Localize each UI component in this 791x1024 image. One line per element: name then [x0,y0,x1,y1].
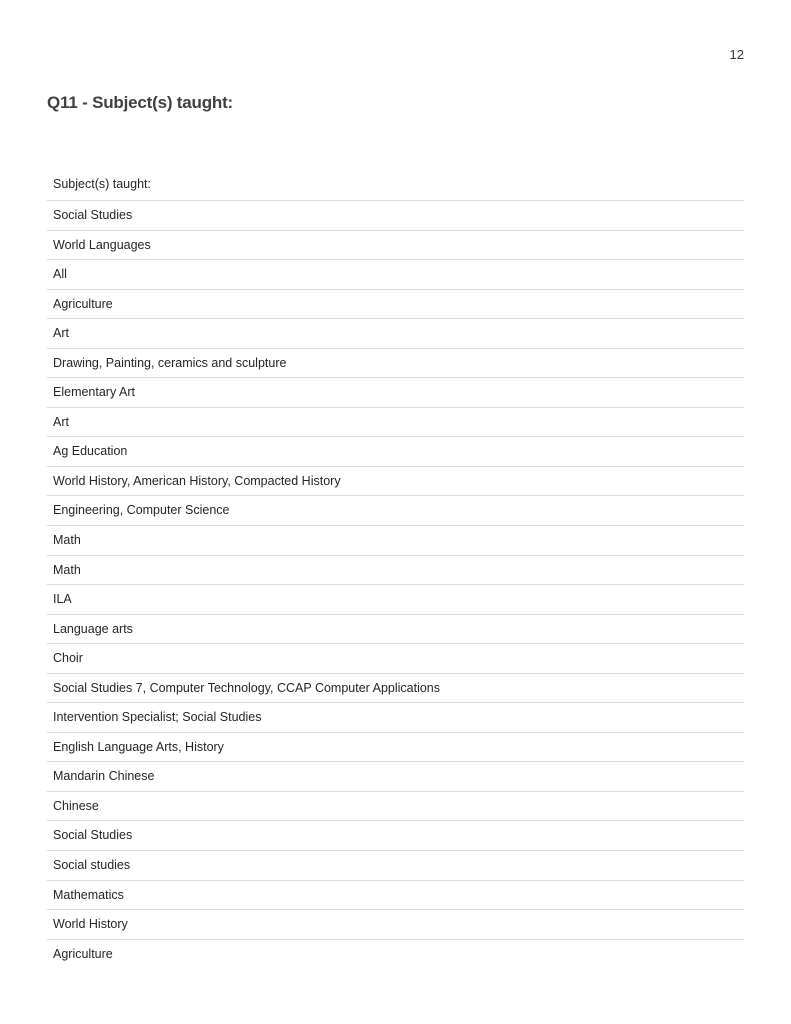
table-header: Subject(s) taught: [47,168,744,201]
table-row: Agriculture [47,290,744,320]
table-row: World Languages [47,231,744,261]
responses-table [47,168,744,969]
table-row: Engineering, Computer Science [47,496,744,526]
table-body [47,201,744,969]
table-row: Art [47,408,744,438]
question-heading: Q11 - Subject(s) taught: [47,93,233,112]
table-row: English Language Arts, History [47,733,744,763]
table-row: Choir [47,644,744,674]
table-row: Language arts [47,615,744,645]
table-row: Social studies [47,851,744,881]
table-row: Agriculture [53,946,113,961]
table-row: Drawing, Painting, ceramics and sculpture [47,349,744,379]
table-row: Mathematics [47,881,744,911]
table-row: Art [47,319,744,349]
table-row: Ag Education [47,437,744,467]
page-number: 12 [729,47,744,62]
table-row: World History, American History, Compacted History [47,467,744,497]
table-row: Social Studies [47,821,744,851]
table-row: Chinese [47,792,744,822]
table-row: Elementary Art [47,378,744,408]
table-row: All [47,260,744,290]
table-row: World History [47,910,744,940]
table-row: Social Studies [47,201,744,231]
table-row: Math [47,526,744,556]
table-row: Mandarin Chinese [47,762,744,792]
table-row: ILA [47,585,744,615]
table-row: Math [47,556,744,586]
table-row: Intervention Specialist; Social Studies [47,703,744,733]
table-row: Social Studies 7, Computer Technology, CCAP Computer Applications [47,674,744,704]
